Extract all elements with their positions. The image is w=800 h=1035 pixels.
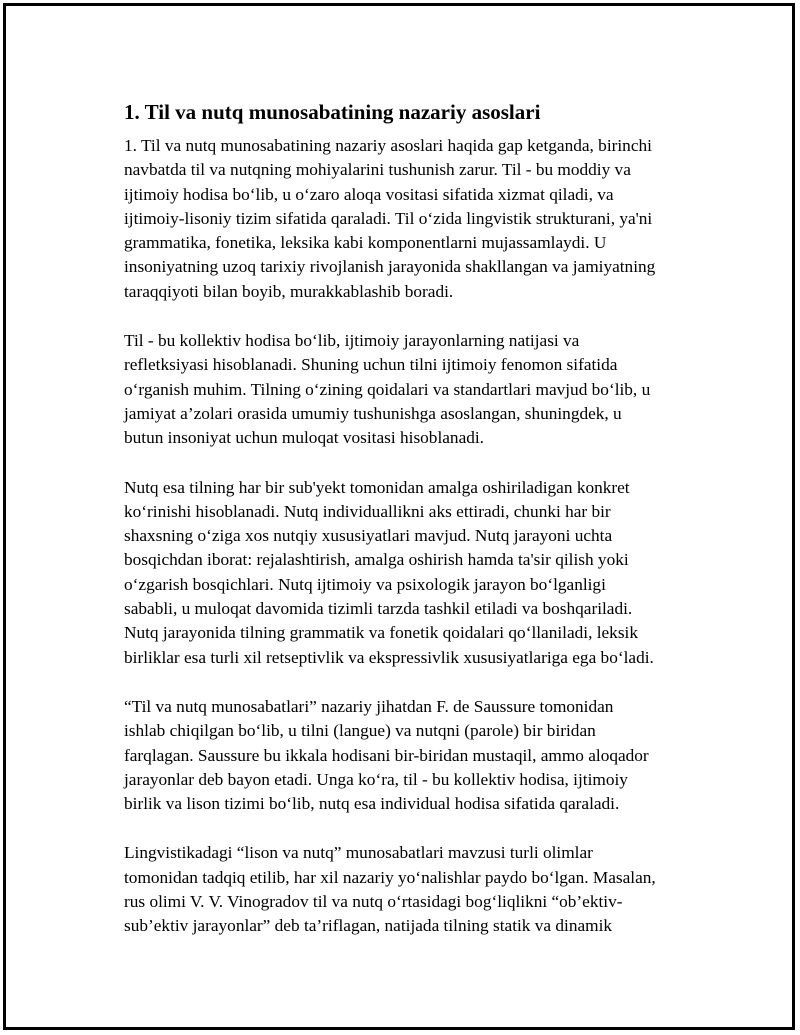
paragraph-line: tomonidan tadqiq etilib, har xil nazariy yo‘nalishlar paydo bo‘lgan. Masalan, — [124, 867, 656, 887]
paragraph-line: Til - bu kollektiv hodisa bo‘lib, ijtimoiy jarayonlarning natijasi va — [124, 331, 580, 351]
paragraph-line: ijtimoiy-lisoniy tizim sifatida qaraladi. Til o‘zida lingvistik strukturani, ya'ni — [124, 208, 653, 228]
paragraph-line: butun insoniyat uchun muloqat vositasi hisoblanadi. — [124, 428, 484, 448]
page-frame — [3, 3, 795, 1030]
paragraph-line: sub’ektiv jarayonlar” deb ta’riflagan, natijada tilning statik va dinamik — [124, 916, 613, 936]
paragraph-line: rus olimi V. V. Vinogradov til va nutq o‘rtasidagi bog‘liqlikni “ob’ektiv- — [124, 892, 623, 912]
paragraph-line: ijtimoiy hodisa bo‘lib, u o‘zaro aloqa vositasi sifatida xizmat qiladi, va — [124, 184, 614, 204]
paragraph-line: taraqqiyoti bilan boyib, murakkablashib boradi. — [124, 281, 454, 301]
paragraph — [124, 841, 704, 938]
paragraph-line: birliklar esa turli xil retseptivlik va ekspressivlik xususiyatlariga ega bo‘ladi. — [124, 647, 654, 667]
paragraph-line: Nutq jarayonida tilning grammatik va fonetik qoidalari qo‘llaniladi, leksik — [124, 623, 638, 643]
paragraph — [124, 134, 704, 304]
paragraph-line: bosqichdan iborat: rejalashtirish, amalga oshirish hamda ta'sir qilish yoki — [124, 550, 629, 570]
paragraph-line: jamiyat a’zolari orasida umumiy tushunishga asoslangan, shuningdek, u — [124, 403, 622, 423]
document-body — [124, 98, 704, 964]
paragraph-line: “Til va nutq munosabatlari” nazariy jihatdan F. de Saussure tomonidan — [124, 696, 614, 716]
paragraph-line: 1. Til va nutq munosabatining nazariy asoslari haqida gap ketganda, birinchi — [124, 136, 652, 155]
paragraph-line: shaxsning o‘ziga xos nutqiy xususiyatlari mavjud. Nutq jarayoni uchta — [124, 526, 613, 546]
paragraph-line: o‘rganish muhim. Tilning o‘zining qoidalari va standartlari mavjud bo‘lib, u — [124, 379, 651, 399]
paragraph — [124, 476, 704, 670]
paragraph-line: ishlab chiqilgan bo‘lib, u tilni (langue) va nutqni (parole) bir biridan — [124, 721, 596, 741]
paragraph — [124, 329, 704, 450]
section-heading: 1. Til va nutq munosabatining nazariy asoslari — [124, 100, 541, 124]
paragraph-line: birlik va lison tizimi bo‘lib, nutq esa individual hodisa sifatida qaraladi. — [124, 794, 620, 814]
paragraph-line: insoniyatning uzoq tarixiy rivojlanish jarayonida shakllangan va jamiyatning — [124, 257, 656, 277]
paragraph — [124, 695, 704, 816]
paragraph-line: sababli, u muloqat davomida tizimli tarzda tashkil etiladi va boshqariladi. — [124, 599, 633, 619]
paragraph-line: Nutq esa tilning har bir sub'yekt tomonidan amalga oshiriladigan konkret — [124, 477, 630, 497]
paragraph-line: jarayonlar deb bayon etadi. Unga ko‘ra, til - bu kollektiv hodisa, ijtimoiy — [124, 769, 628, 789]
paragraph-line: ko‘rinishi hisoblanadi. Nutq individuallikni aks ettiradi, chunki har bir — [124, 501, 611, 521]
paragraph-line: farqlagan. Saussure bu ikkala hodisani bir-biridan mustaqil, ammo aloqador — [124, 745, 649, 765]
paragraph-line: grammatika, fonetika, leksika kabi komponentlarni mujassamlaydi. U — [124, 233, 607, 253]
paragraph-line: Lingvistikadagi “lison va nutq” munosabatlari mavzusi turli olimlar — [124, 843, 593, 863]
paragraph-line: refletksiyasi hisoblanadi. Shuning uchun tilni ijtimoiy fenomon sifatida — [124, 355, 618, 375]
paragraph-line: navbatda til va nutqning mohiyalarini tushunish zarur. Til - bu moddiy va — [124, 160, 631, 180]
paragraph-line: o‘zgarish bosqichlari. Nutq ijtimoiy va psixologik jarayon bo‘lganligi — [124, 574, 606, 594]
